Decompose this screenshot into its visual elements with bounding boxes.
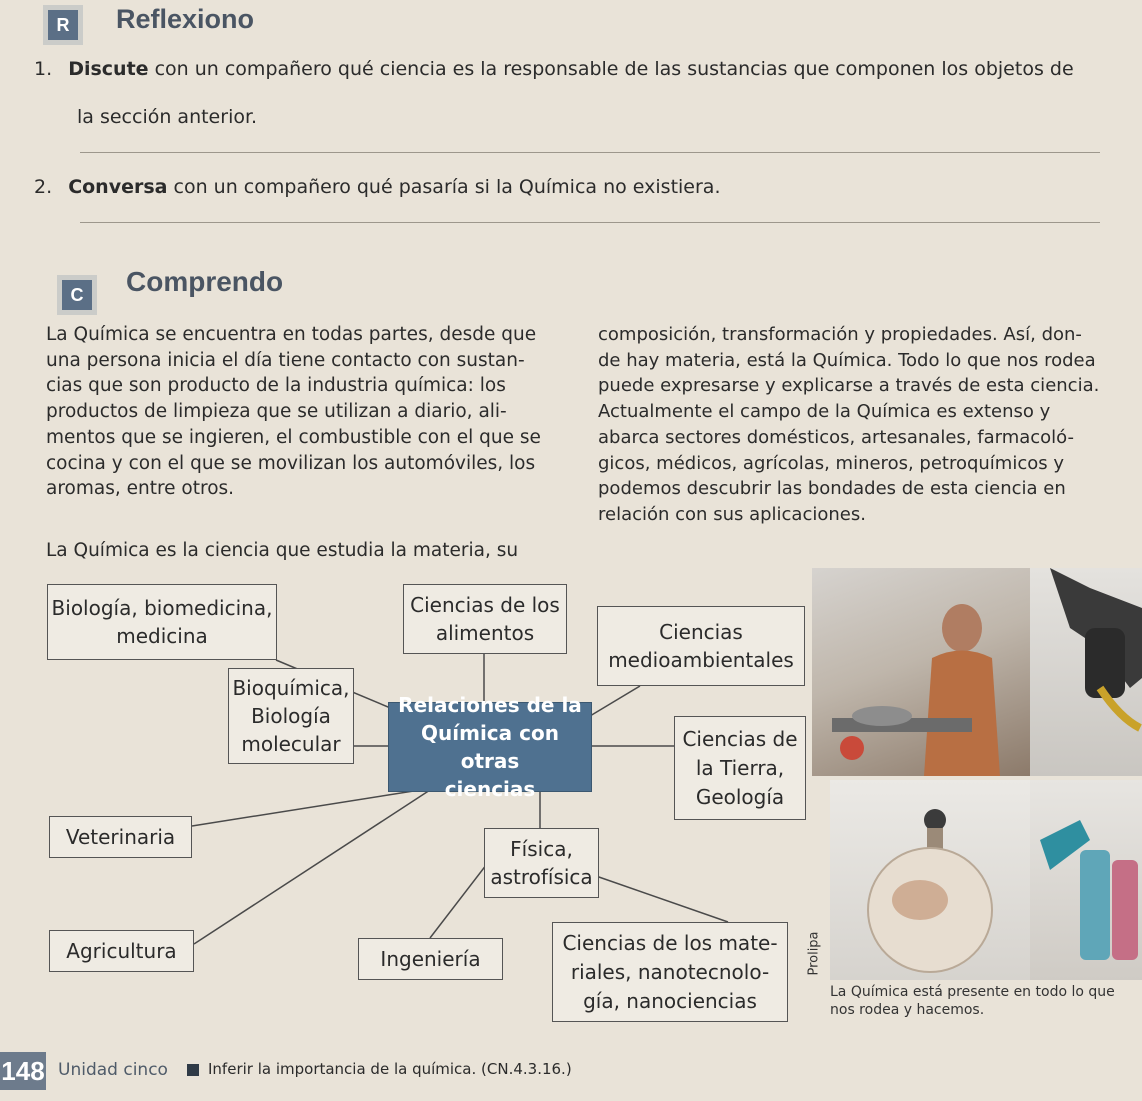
node-text: medicina: [116, 624, 208, 648]
node-text: alimentos: [435, 621, 535, 645]
reflexiono-badge: R: [48, 10, 78, 40]
right-line: abarca sectores domésticos, artesanales, farmacoló-: [598, 426, 1075, 448]
center-text: Química con otras: [421, 721, 559, 773]
question-1-verb: Discute: [68, 58, 149, 80]
node-text: Agricultura: [66, 939, 177, 963]
question-1-line2: la sección anterior.: [77, 106, 258, 128]
unit-label: Unidad cinco: [58, 1060, 168, 1080]
comprendo-badge: C: [62, 280, 92, 310]
node-ciencias-medioambientales: [597, 606, 805, 686]
comprendo-title: Comprendo: [126, 266, 284, 297]
node-text: Bioquímica,: [232, 676, 350, 700]
node-agricultura: [49, 930, 194, 972]
node-text: Ciencias de los: [410, 593, 560, 617]
right-line: gicos, médicos, agrícolas, mineros, petroquímicos y: [598, 452, 1065, 474]
center-text: Relaciones de la: [398, 693, 582, 717]
left-line: mentos que se ingieren, el combustible con el que se: [46, 426, 541, 448]
node-fisica-astrofisica: [484, 828, 599, 898]
node-biologia-biomedicina: [47, 584, 277, 660]
connector-veterinaria: [192, 790, 420, 826]
node-text: Ciencias de los mate-: [562, 930, 778, 955]
question-2-text: con un compañero qué pasaría si la Química no existiera.: [167, 176, 721, 198]
node-text: gía, nanociencias: [583, 988, 757, 1013]
node-center-relaciones-quimica: [388, 693, 592, 801]
node-text: Física,: [510, 837, 573, 861]
node-text: medioambientales: [608, 648, 794, 672]
connector-ingenieria: [430, 860, 490, 938]
node-text: astrofísica: [490, 865, 593, 889]
right-line: composición, transformación y propiedades. Así, don-: [598, 324, 1082, 345]
question-2-number: 2.: [34, 176, 53, 198]
connector-agricultura: [194, 790, 430, 944]
node-ciencias-materiales: [552, 922, 788, 1022]
node-text: Veterinaria: [65, 825, 176, 849]
node-ciencias-tierra: [674, 716, 806, 820]
left-line: La Química se encuentra en todas partes, desde que: [46, 324, 537, 345]
right-line: puede expresarse y explicarse a través de esta ciencia.: [598, 375, 1100, 397]
node-text: la Tierra,: [695, 755, 785, 780]
reflexiono-title: Reflexiono: [116, 4, 255, 34]
node-text: Ingeniería: [380, 947, 481, 971]
question-1-number: 1.: [34, 58, 53, 80]
left-line: cias que son producto de la industria química: los: [46, 375, 506, 397]
right-line: Actualmente el campo de la Química es extenso y: [598, 401, 1051, 423]
connector-medioambientales: [590, 686, 640, 716]
left-line: productos de limpieza que se utilizan a diario, ali-: [46, 401, 507, 423]
skill-square-icon: [187, 1064, 199, 1076]
right-line: de hay materia, está la Química. Todo lo que nos rodea: [598, 349, 1096, 371]
left-line: aromas, entre otros.: [46, 478, 235, 500]
center-text: ciencias: [444, 777, 536, 801]
left-line: una persona inicia el día tiene contacto con sustan-: [46, 349, 525, 371]
question-1-text: con un compañero qué ciencia es la responsable de las sustancias que componen los objetos de: [148, 58, 1074, 80]
node-ingenieria: [358, 938, 503, 980]
node-text: Ciencias de: [682, 726, 798, 751]
node-text: molecular: [241, 732, 341, 756]
photo-caption-line1: La Química está presente en todo lo que: [830, 984, 1115, 1000]
node-veterinaria: [49, 816, 192, 858]
node-text: Biología: [251, 704, 331, 728]
right-line: podemos descubrir las bondades de esta ciencia en: [598, 478, 1066, 500]
node-ciencias-alimentos: [403, 584, 567, 654]
skill-text: Inferir la importancia de la química. (CN.4.3.16.): [208, 1060, 572, 1078]
right-line: relación con sus aplicaciones.: [598, 503, 866, 525]
node-text: riales, nanotecnolo-: [570, 959, 770, 984]
node-text: Biología, biomedicina,: [51, 596, 273, 620]
page-number: 148: [0, 1052, 46, 1090]
question-2-verb: Conversa: [68, 176, 168, 198]
node-text: Geología: [695, 784, 785, 809]
node-bioquimica: [228, 668, 354, 764]
node-text: Ciencias: [659, 620, 743, 644]
connector-materiales: [596, 876, 728, 922]
photo-caption-line2: nos rodea y hacemos.: [830, 1002, 985, 1018]
left-line: cocina y con el que se movilizan los automóviles, los: [46, 452, 536, 474]
body-text-left-last: La Química es la ciencia que estudia la materia, su: [46, 540, 519, 561]
photo-credit-text: Prolipa: [806, 930, 822, 976]
